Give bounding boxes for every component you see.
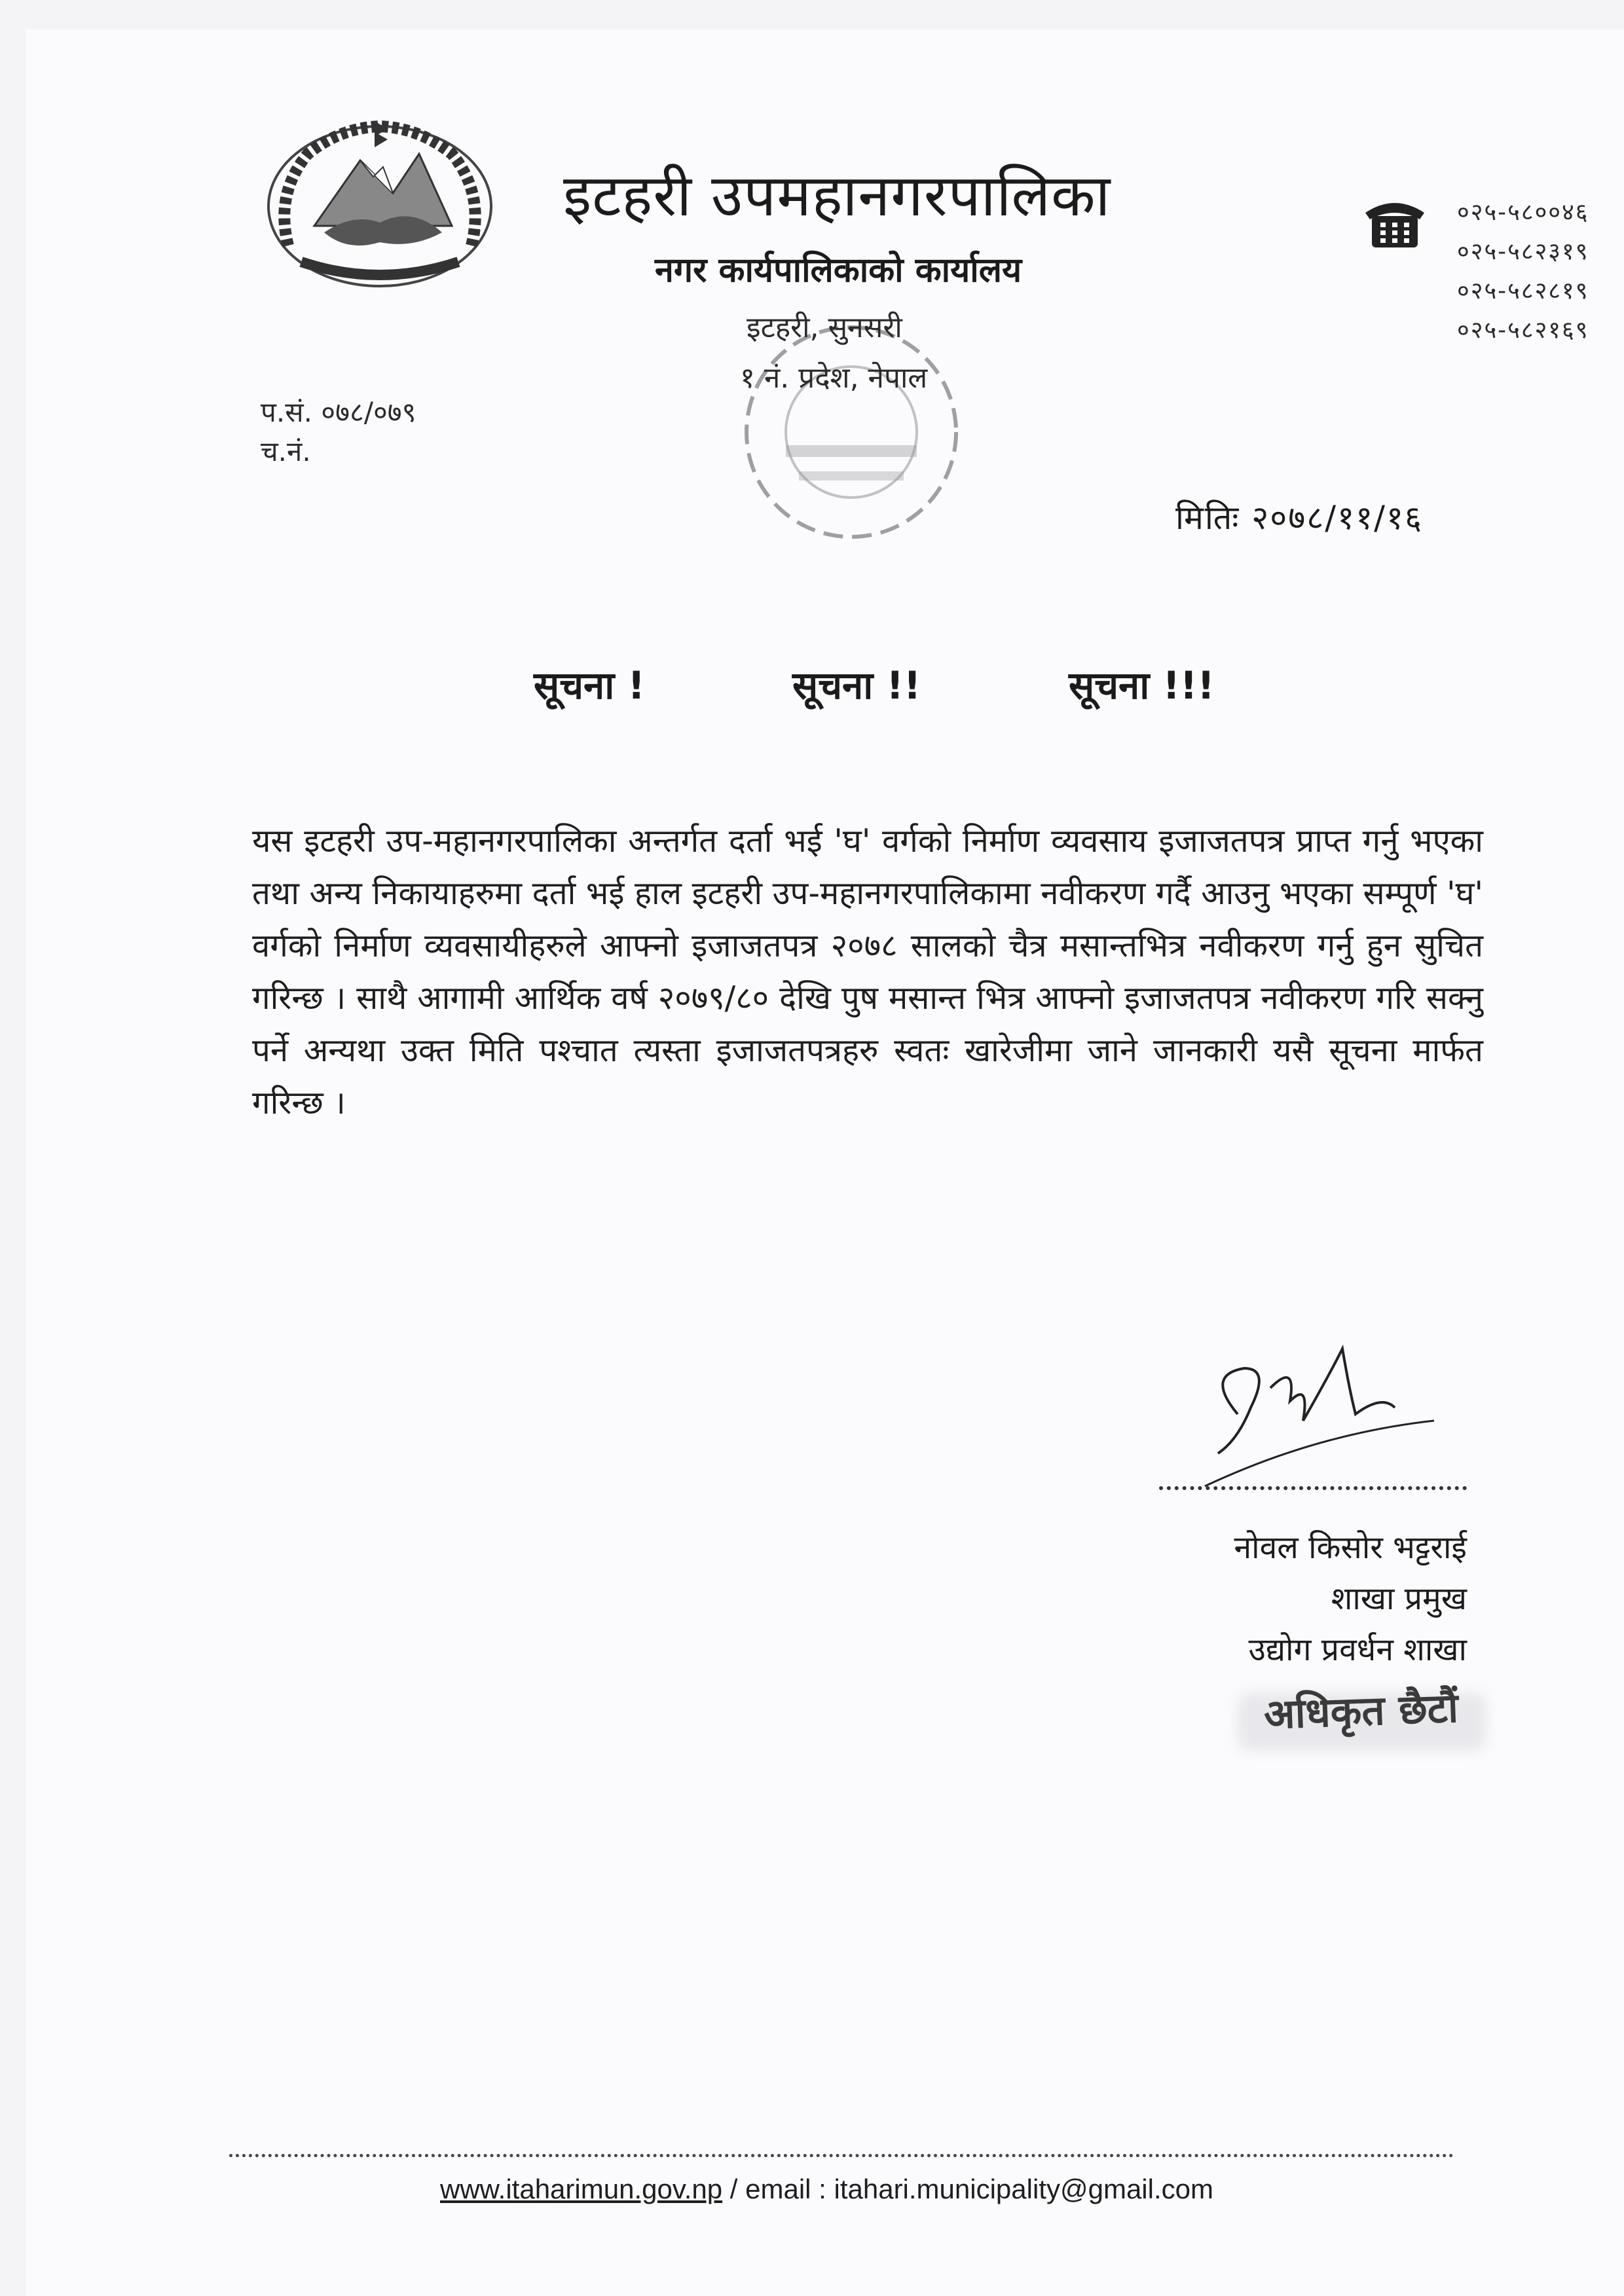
phone-number: ०२५-५८००४६ [1457,199,1589,226]
footer-contact [440,2174,1213,2205]
municipality-title: इटहरी उपमहानगरपालिका [563,162,1111,229]
footer-divider [229,2154,1454,2157]
phone-number: ०२५-५८२८१९ [1457,278,1589,304]
reference-number: प.सं. ०७८/०७९ [261,396,416,428]
phone-numbers [1457,193,1589,350]
signatory-block [1234,1522,1467,1675]
signature-line [1159,1486,1467,1490]
address-city: इटहरी, सुनसरी [747,311,902,344]
signatory-name: नोवल किसोर भट्टराई [1234,1529,1467,1566]
email-text: / email : itahari.municipality@gmail.com [729,2174,1213,2204]
notice-heading: सूचना ! [534,663,645,708]
reference-block [261,393,416,471]
telephone-icon [1362,196,1428,249]
phone-number: ०२५-५८२१६९ [1457,317,1589,344]
signatory-branch: उद्योग प्रवर्धन शाखा [1248,1631,1467,1668]
phone-number: ०२५-५८२३१९ [1457,238,1589,265]
officer-rank-stamp: अधिकृत छैटौं [1263,1683,1460,1739]
address-province: १ नं. प्रदेश, नेपाल [740,361,928,395]
notice-heading: सूचना !! [792,663,921,708]
signatory-position: शाखा प्रमुख [1331,1580,1467,1617]
letter-date: मितिः २०७८/११/१६ [1175,499,1423,537]
notice-heading: सूचना !!! [1069,663,1215,708]
dispatch-number: च.नं. [261,435,311,467]
nepal-emblem-logo [262,115,498,291]
website-link[interactable]: www.itaharimun.gov.np [440,2174,723,2204]
notice-body: यस इटहरी उप-महानगरपालिका अन्तर्गत दर्ता भई 'घ' वर्गको निर्माण व्यवसाय इजाजतपत्र प्राप्त गर्नु भएका तथा अन्य निकायाहरुमा दर्ता भई हाल इटहरी उप-महानगरपालिकामा नवीकरण गर्दै आउनु भएका सम्पूर्ण 'घ' वर्गको निर्माण व्यवसायीहरुले आफ्नो इजाजतपत्र २०७८ सालको चैत्र मसान्तभित्र नवीकरण गर्नु हुन सुचित गरिन्छ । साथै आगामी आर्थिक वर्ष २०७९/८० देखि पुष मसान्त भित्र आफ्नो इजाजतपत्र नवीकरण गरि सक्नु पर्ने अन्यथा उक्त मिति पश्चात त्यस्ता इजाजतपत्रहरु स्वतः खारेजीमा जाने जानकारी यसै सूचना मार्फत गरिन्छ । [252,822,1483,1121]
office-subtitle: नगर कार्यपालिकाको कार्यालय [655,251,1022,290]
